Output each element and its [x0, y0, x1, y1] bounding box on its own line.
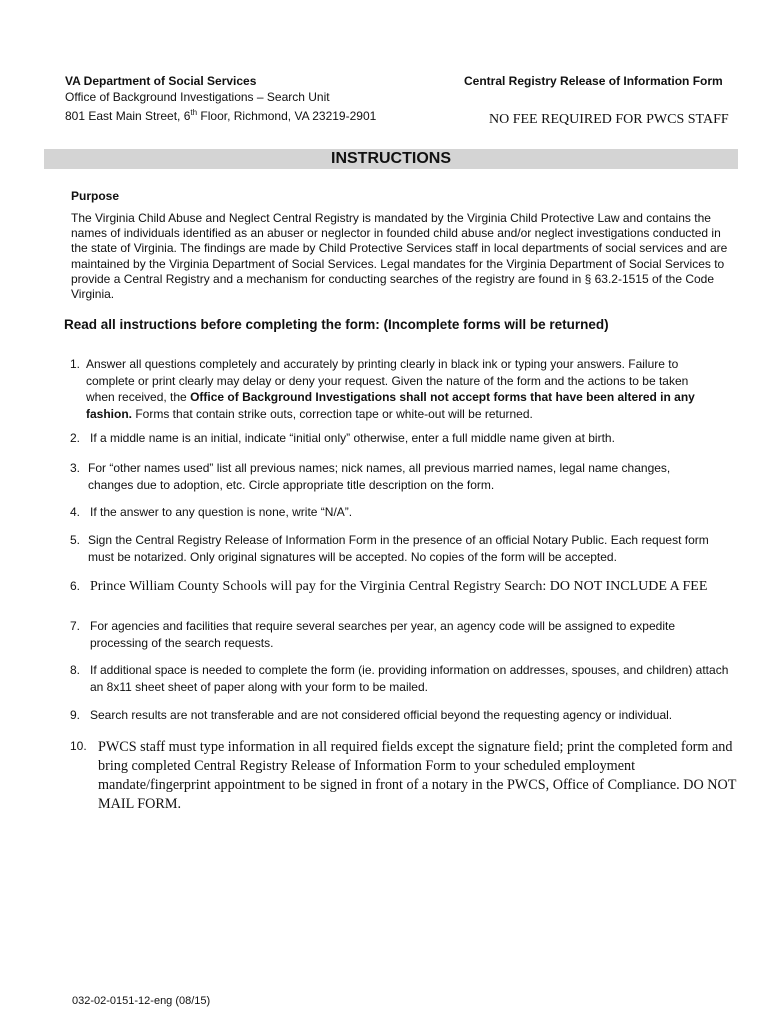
item-text: Prince William County Schools will pay for the Virginia Central Registry Search: DO NOT INCLUDE A FEE	[90, 579, 708, 594]
form-title: Central Registry Release of Information Form	[464, 74, 723, 88]
section-title: INSTRUCTIONS	[44, 149, 738, 169]
read-all-lead: Read all instructions before completing the form:	[64, 317, 380, 332]
item-number: 7.	[70, 619, 81, 633]
item-text: For “other names used” list all previous names; nick names, all previous married names, legal name changes, changes due to adoption, etc. Circle appropriate title description on the form.	[88, 461, 671, 492]
item-number: 6.	[70, 579, 81, 593]
instruction-item-6	[70, 578, 760, 598]
agency-address	[65, 105, 376, 124]
item-number: 4.	[70, 505, 81, 519]
instruction-item-9	[70, 707, 730, 725]
instruction-item-3	[70, 460, 730, 494]
item-text: If additional space is needed to complete the form (ie. providing information on addresses, spouses, and children) attach an 8x11 sheet sheet of paper along with your form to be mailed.	[90, 663, 729, 694]
item-text-part: Forms that contain strike outs, correction tape or white-out will be returned.	[132, 406, 533, 421]
purpose-text: The Virginia Child Abuse and Neglect Central Registry is mandated by the Virginia Child Protective Law and contains the names of individuals identified as an abuser or neglector in founded child abuse and/or neglect investigations conducted in the state of Virginia. The findings are made by Child Protective Services staff in local departments of social services and are maintained by the Virginia Department of Social Services. Legal mandates for the Virginia Department of Social Services to provide a Central Registry and a mechanism for conducting searches of the registry are found in § 63.2-1515 of the Code Virginia.	[71, 211, 728, 302]
item-number: 8.	[70, 663, 81, 677]
incomplete-note: (Incomplete forms will be returned)	[383, 317, 609, 332]
read-all-notice	[64, 317, 609, 332]
item-text-part: Answer all questions completely and accurately by printing clearly in black ink or typing your answers. Failure to complete or print clearly may delay or deny your request. Given the nature of the form and the actions to be taken when received, the	[86, 357, 689, 404]
item-text: If the answer to any question is none, write “N/A”.	[90, 505, 353, 519]
form-code: 032-02-0151-12-eng (08/15)	[72, 995, 211, 1007]
address-part: Floor, Richmond, VA 23219-2901	[197, 109, 377, 123]
address-part: 801 East Main Street, 6	[65, 109, 191, 123]
item-text-bold: Office of Background Investigations shall not accept forms that have been altered in any fashion.	[86, 390, 695, 421]
instruction-item-10	[70, 738, 740, 818]
instruction-item-1	[70, 356, 730, 424]
agency-name: VA Department of Social Services	[65, 74, 257, 88]
item-text: If a middle name is an initial, indicate “initial only” otherwise, enter a full middle name given at birth.	[90, 431, 615, 445]
item-number: 10.	[70, 739, 87, 753]
item-number: 3.	[70, 461, 81, 475]
instruction-item-2	[70, 430, 730, 448]
item-number: 5.	[70, 533, 81, 547]
item-text	[86, 356, 706, 422]
agency-header	[65, 73, 376, 124]
item-text: PWCS staff must type information in all required fields except the signature field; print the completed form and bring completed Central Registry Release of Information Form to your scheduled employment mandate/fingerprint appointment to be signed in front of a notary in the PWCS, Office of Compliance. DO NOT MAIL FORM.	[98, 739, 737, 812]
instruction-item-5	[70, 532, 730, 566]
purpose-heading: Purpose	[71, 189, 120, 203]
item-number: 1.	[70, 357, 81, 371]
item-text: For agencies and facilities that require several searches per year, an agency code will be assigned to expedite processing of the search requests.	[90, 619, 676, 650]
office-name: Office of Background Investigations – Search Unit	[65, 90, 330, 104]
item-number: 2.	[70, 431, 81, 445]
no-fee-notice: NO FEE REQUIRED FOR PWCS STAFF	[489, 112, 729, 127]
item-text: Sign the Central Registry Release of Information Form in the presence of an official Notary Public. Each request form must be notarized. Only original signatures will be accepted. No copies of the form will be accepted.	[88, 533, 709, 564]
item-number: 9.	[70, 708, 81, 722]
instruction-item-7	[70, 618, 730, 652]
instruction-item-4	[70, 504, 730, 522]
instruction-item-8	[70, 662, 730, 696]
address-superscript: th	[190, 108, 198, 117]
item-text: Search results are not transferable and are not considered official beyond the requesting agency or individual.	[90, 708, 673, 722]
